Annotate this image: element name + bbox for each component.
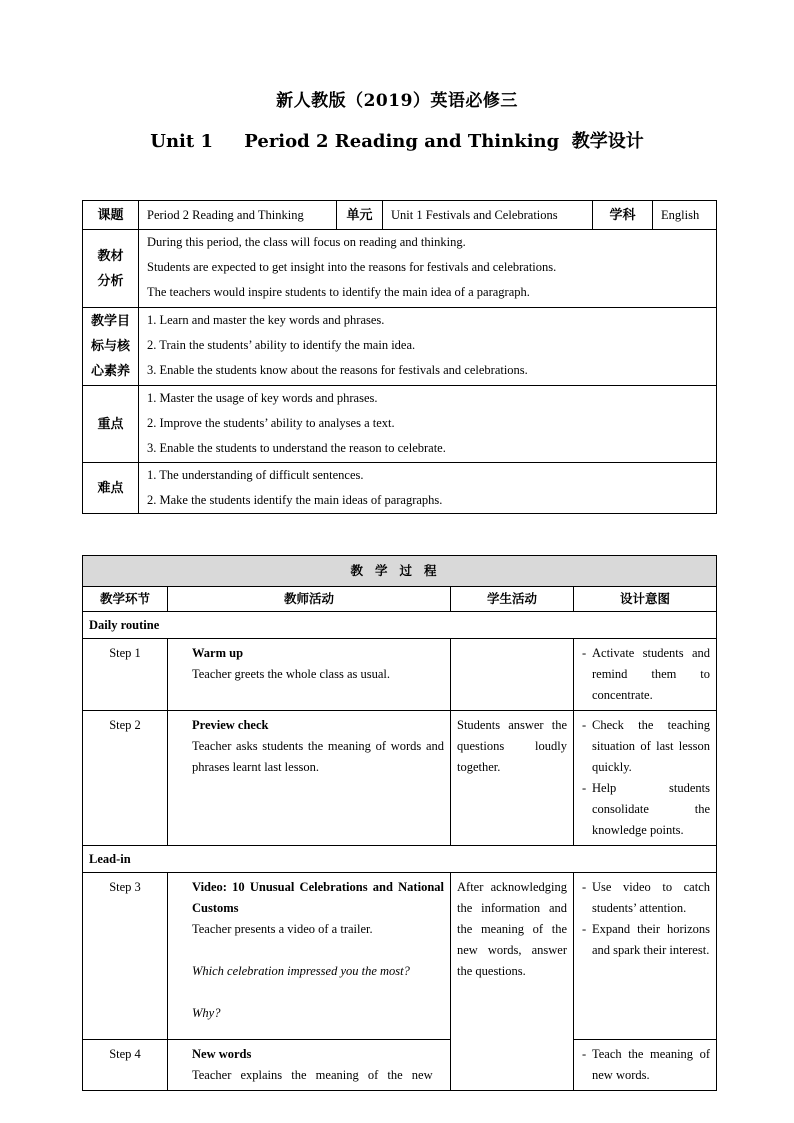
design-item: - Help students consolidate the knowledge points. [582,781,711,837]
activity-body: Teacher asks students the meaning of words and phrases learnt last lesson. [192,739,444,774]
design-intent [574,711,717,846]
teacher-activity [168,639,451,711]
activity-title: Warm up [192,646,244,660]
difficult-points-label: 难点 [83,463,139,514]
column-header-design: 设计意图 [574,587,717,612]
goals-label: 教学目 标与核 心素养 [83,308,139,386]
activity-body: Teacher presents a video of a trailer. [192,922,373,936]
design-intent [574,1040,717,1091]
analysis-content [139,230,717,308]
unit-label: 单元 [337,201,383,230]
activity-body: Teacher greets the whole class as usual. [192,667,391,681]
design-item: - Teach the meaning of new words. [582,1047,711,1082]
teacher-activity [168,1040,451,1091]
process-header: 教学过程 [83,556,717,587]
analysis-line: The teachers would inspire students to identify the main idea of a paragraph. [147,285,530,299]
subject-label: 学科 [593,201,653,230]
activity-question: Which celebration impressed you the most? [192,964,410,978]
topic-value: Period 2 Reading and Thinking [147,207,304,222]
activity-title: Video: 10 Unusual Celebrations and National Customs [192,880,444,915]
unit-value: Unit 1 Festivals and Celebrations [391,207,558,222]
key-point-line: 3. Enable the students to understand the reason to celebrate. [147,441,446,455]
analysis-line: Students are expected to get insight into the reasons for festivals and celebrations. [147,260,557,274]
design-item: - Expand their horizons and spark their interest. [582,922,711,957]
section-lead-in: Lead-in [83,846,717,873]
subject-value: English [661,207,700,222]
activity-title: New words [192,1047,252,1061]
design-intent [574,639,717,711]
design-intent [574,873,717,1040]
teacher-activity [168,711,451,846]
document-subtitle: Unit 1 Period 2 Reading and Thinking 教学设计 [150,131,644,152]
difficult-points-content [139,463,717,514]
design-item: - Check the teaching situation of last lesson quickly. [582,718,711,774]
key-points-label: 重点 [83,386,139,463]
student-activity: After acknowledging the information and the meaning of the new words, answer the questions. [451,873,574,1091]
student-activity [451,639,574,711]
design-item: - Use video to catch students’ attention. [582,880,711,915]
column-header-stage: 教学环节 [83,587,168,612]
column-header-student: 学生活动 [451,587,574,612]
activity-question: Why? [192,1006,221,1020]
step-label: Step 1 [83,639,168,711]
step-label: Step 2 [83,711,168,846]
key-point-line: 1. Master the usage of key words and phrases. [147,391,378,405]
analysis-line: During this period, the class will focus on reading and thinking. [147,235,466,249]
column-header-teacher: 教师活动 [168,587,451,612]
section-daily-routine: Daily routine [83,612,717,639]
goal-line: 2. Train the students’ ability to identify the main idea. [147,338,416,352]
activity-title: Preview check [192,718,269,732]
teacher-activity [168,873,451,1040]
key-points-content [139,386,717,463]
step-label: Step 4 [83,1040,168,1091]
activity-body: Teacher explains the meaning of the new [192,1068,433,1082]
difficult-point-line: 1. The understanding of difficult sentences. [147,468,364,482]
document-title: 新人教版（2019）英语必修三 [276,91,518,111]
student-activity: Students answer the questions loudly together. [451,711,574,846]
goal-line: 1. Learn and master the key words and phrases. [147,313,385,327]
goals-content [139,308,717,386]
difficult-point-line: 2. Make the students identify the main ideas of paragraphs. [147,493,443,507]
topic-label: 课题 [83,201,139,230]
key-point-line: 2. Improve the students’ ability to analyses a text. [147,416,395,430]
course-info-table [82,200,717,514]
goal-line: 3. Enable the students know about the reasons for festivals and celebrations. [147,363,528,377]
design-item: - Activate students and remind them to concentrate. [582,646,711,702]
step-label: Step 3 [83,873,168,1040]
teaching-process-table [82,555,717,1091]
analysis-label: 教材 分析 [83,230,139,308]
